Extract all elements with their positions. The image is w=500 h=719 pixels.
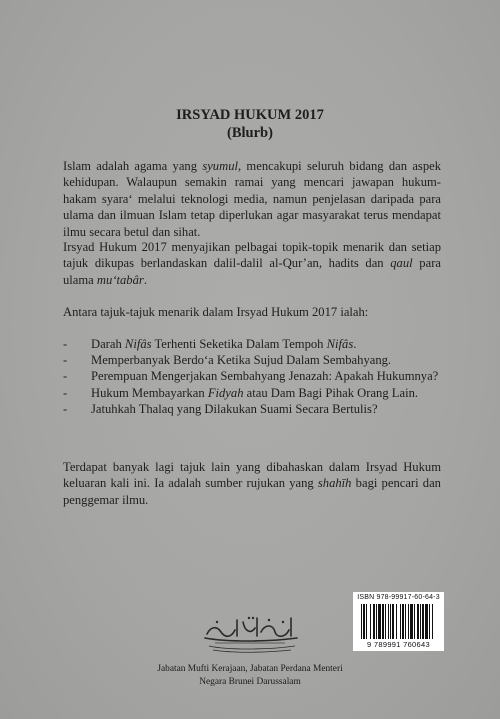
mufti-calligraphy-logo [197,608,307,656]
italic-term: syumul [202,159,238,173]
list-item-text: Hukum Membayarkan [91,385,208,400]
list-item [63,368,441,384]
italic-term: Nifâs [326,337,354,351]
list-item-text: . [353,337,357,351]
barcode-bar [388,604,389,639]
barcode-bar [414,604,415,639]
isbn-number: ISBN 978-99917-60-64-3 [357,594,440,601]
barcode-bar [366,604,367,639]
barcode-bar [425,604,428,639]
publisher-block [0,663,500,688]
barcode-bar [422,604,424,639]
barcode-bar [373,604,375,639]
barcode-bar [410,604,413,639]
topics-list [63,336,441,417]
barcode-bar [370,604,371,639]
list-item [63,401,441,417]
blurb-text: Terdapat banyak lagi tajuk lain yang dibahaskan dalam Irsyad Hukum keluaran kali ini. Ia adalah sumber rujukan yang [63,460,441,491]
blurb-text: . [143,272,147,287]
publisher-line-1: Jabatan Mufti Kerajaan, Jabatan Perdana Menteri [157,664,343,674]
isbn-barcode [353,592,444,651]
italic-term: mu‘tabâr [96,272,144,287]
blurb-paragraph-2 [63,239,441,288]
dash-bullet: - [63,385,68,400]
blurb-text: bagi pencari dan penggemar ilmu. [63,476,441,507]
list-item-text: Terhenti Seketika Dalam Tempoh [151,337,327,351]
blurb-text: Irsyad Hukum 2017 menyajikan pelbagai topik-topik menarik dan setiap tajuk dikupas berlandaskan dalil-dalil al-Qur’an, hadits dan [63,240,441,271]
barcode-bar [400,604,401,639]
list-item-text: Memperbanyak Berdo‘a Ketika Sujud Dalam Sembahyang. [91,353,392,368]
barcode-bar [392,604,394,639]
barcode-bar [402,604,404,639]
blurb-text: , mencakupi seluruh bidang dan aspek kehidupan. Walaupun semakin ramai yang mencari jawapan hukum-hakam syara‘ melalui teknologi media, namun penjelasan daripada para ulama dan ilmuan Islam tetap diperlukan agar masyarakat terus mendapat ilmu secara betul dan sihat. [63,159,442,239]
dash-bullet: - [63,401,68,416]
blurb-paragraph-1 [63,158,441,240]
dash-bullet: - [63,337,68,351]
barcode-bar [363,604,365,639]
list-item [63,385,441,401]
barcode-bar [405,604,406,639]
list-item [63,352,441,368]
dash-bullet: - [63,369,68,384]
blurb-text: para ulama [63,256,441,287]
barcode-bar [390,604,391,639]
italic-term: shahīh [317,476,352,491]
list-item-text: Perempuan Mengerjakan Sembahyang Jenazah: Apakah Hukumnya? [91,369,439,384]
barcode-bar [420,604,421,639]
barcode-bar [396,604,397,639]
list-item-text: Darah [91,337,125,351]
blurb-paragraph-closing [63,459,441,508]
barcode-bar [376,604,377,639]
topics-intro: Antara tajuk-tajuk menarik dalam Irsyad Hukum 2017 ialah: [63,305,369,319]
cover-title-block [0,106,500,142]
italic-term: Nifâs [124,337,152,351]
list-item-text: atau Dam Bagi Pihak Orang Lain. [243,385,419,400]
barcode-bar [432,604,433,639]
barcode-bar [382,604,384,639]
barcode-bar [378,604,381,639]
italic-term: Fidyah [207,385,244,400]
barcode-bar [408,604,409,639]
barcode-bar [361,604,362,639]
list-item-text: Jatuhkah Thalaq yang Dilakukan Suami Secara Bertulis? [91,401,378,416]
dash-bullet: - [63,353,68,368]
barcode-bar [385,604,386,639]
book-title: IRSYAD HUKUM 2017 [176,107,324,123]
list-item [63,336,441,352]
barcode-digits: 9 789991 760643 [367,640,430,649]
italic-term: qaul [390,256,413,271]
barcode-bar [429,604,430,639]
publisher-line-2: Negara Brunei Darussalam [199,676,301,687]
book-subtitle: (Blurb) [227,125,273,141]
blurb-text: Islam adalah agama yang [63,159,203,173]
barcode-bar [417,604,419,639]
